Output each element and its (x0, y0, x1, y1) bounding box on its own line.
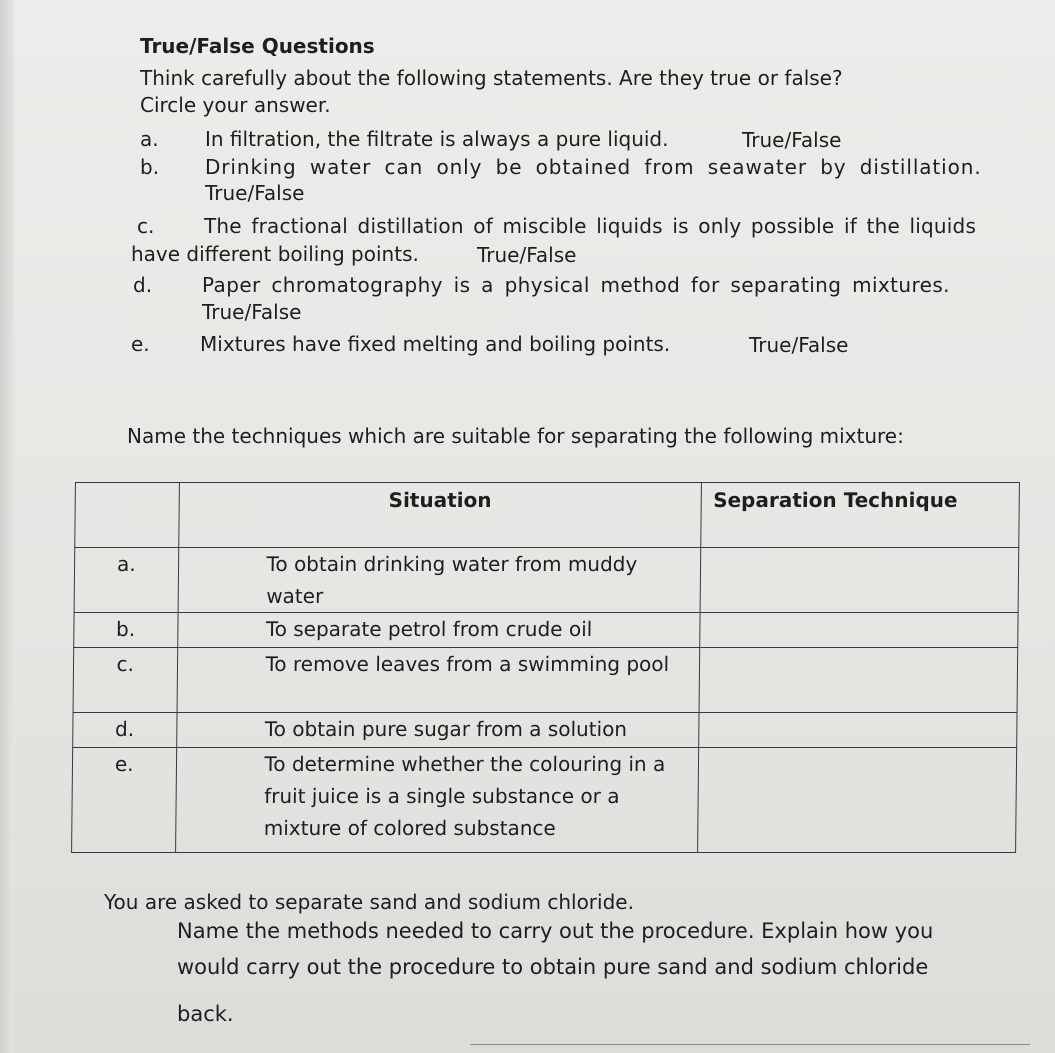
row-situation: To obtain drinking water from muddy water (178, 548, 701, 613)
statement-a: In filtration, the filtrate is always a pure liquid. (205, 127, 669, 151)
sand-salt-prompt: You are asked to separate sand and sodium chloride. (104, 890, 634, 914)
header-situation: Situation (178, 483, 701, 548)
row-technique-cell[interactable] (700, 613, 1018, 648)
item-letter-e: e. (131, 332, 150, 356)
intro-line-1: Think carefully about the following statements. Are they true or false? (140, 66, 843, 90)
sand-salt-line-1: Name the methods needed to carry out the procedure. Explain how you (177, 919, 934, 943)
page-edge (0, 0, 14, 1053)
table-header-row (75, 483, 1020, 548)
table-row (74, 548, 1019, 613)
header-blank (75, 483, 179, 548)
item-letter-c: c. (137, 214, 155, 238)
table-row (73, 713, 1017, 748)
table-row (73, 648, 1018, 713)
table-row (72, 748, 1017, 853)
row-technique-cell[interactable] (699, 713, 1017, 748)
answer-c[interactable]: True/False (477, 243, 577, 267)
answer-b[interactable]: True/False (205, 181, 305, 205)
row-technique-cell[interactable] (700, 548, 1019, 613)
sand-salt-line-3: back. (177, 1002, 234, 1026)
answer-d[interactable]: True/False (202, 300, 302, 324)
row-situation: To separate petrol from crude oil (177, 613, 700, 648)
answer-a[interactable]: True/False (742, 128, 842, 152)
row-technique-cell[interactable] (699, 648, 1018, 713)
sand-salt-line-2: would carry out the procedure to obtain pure sand and sodium chloride (177, 955, 929, 979)
answer-line[interactable] (470, 1044, 1030, 1045)
section-title: True/False Questions (140, 34, 375, 58)
row-technique-cell[interactable] (698, 748, 1017, 853)
statement-d: Paper chromatography is a physical method for separating mixtures. (202, 273, 950, 297)
row-letter: d. (73, 713, 177, 748)
statement-b: Drinking water can only be obtained from seawater by distillation. (205, 155, 982, 179)
item-letter-d: d. (133, 273, 153, 297)
item-letter-a: a. (140, 127, 159, 151)
row-situation: To obtain pure sugar from a solution (176, 713, 699, 748)
row-letter: a. (74, 548, 178, 613)
row-situation: To remove leaves from a swimming pool (177, 648, 700, 713)
header-technique: Separation Technique (701, 483, 1020, 548)
techniques-prompt: Name the techniques which are suitable for separating the following mixture: (127, 424, 904, 448)
statement-c: The fractional distillation of miscible liquids is only possible if the liquids (204, 214, 977, 238)
intro-line-2: Circle your answer. (140, 93, 331, 117)
statement-e: Mixtures have fixed melting and boiling points. (200, 332, 671, 356)
row-letter: c. (73, 648, 177, 713)
item-letter-b: b. (140, 155, 160, 179)
table-row (74, 613, 1018, 648)
row-letter: b. (74, 613, 178, 648)
answer-e[interactable]: True/False (749, 333, 849, 357)
separation-table (71, 482, 1020, 853)
row-situation: To determine whether the colouring in a fruit juice is a single substance or a mixture of colored substance (175, 748, 699, 853)
statement-c-cont: have different boiling points. (131, 242, 419, 266)
row-letter: e. (72, 748, 177, 853)
